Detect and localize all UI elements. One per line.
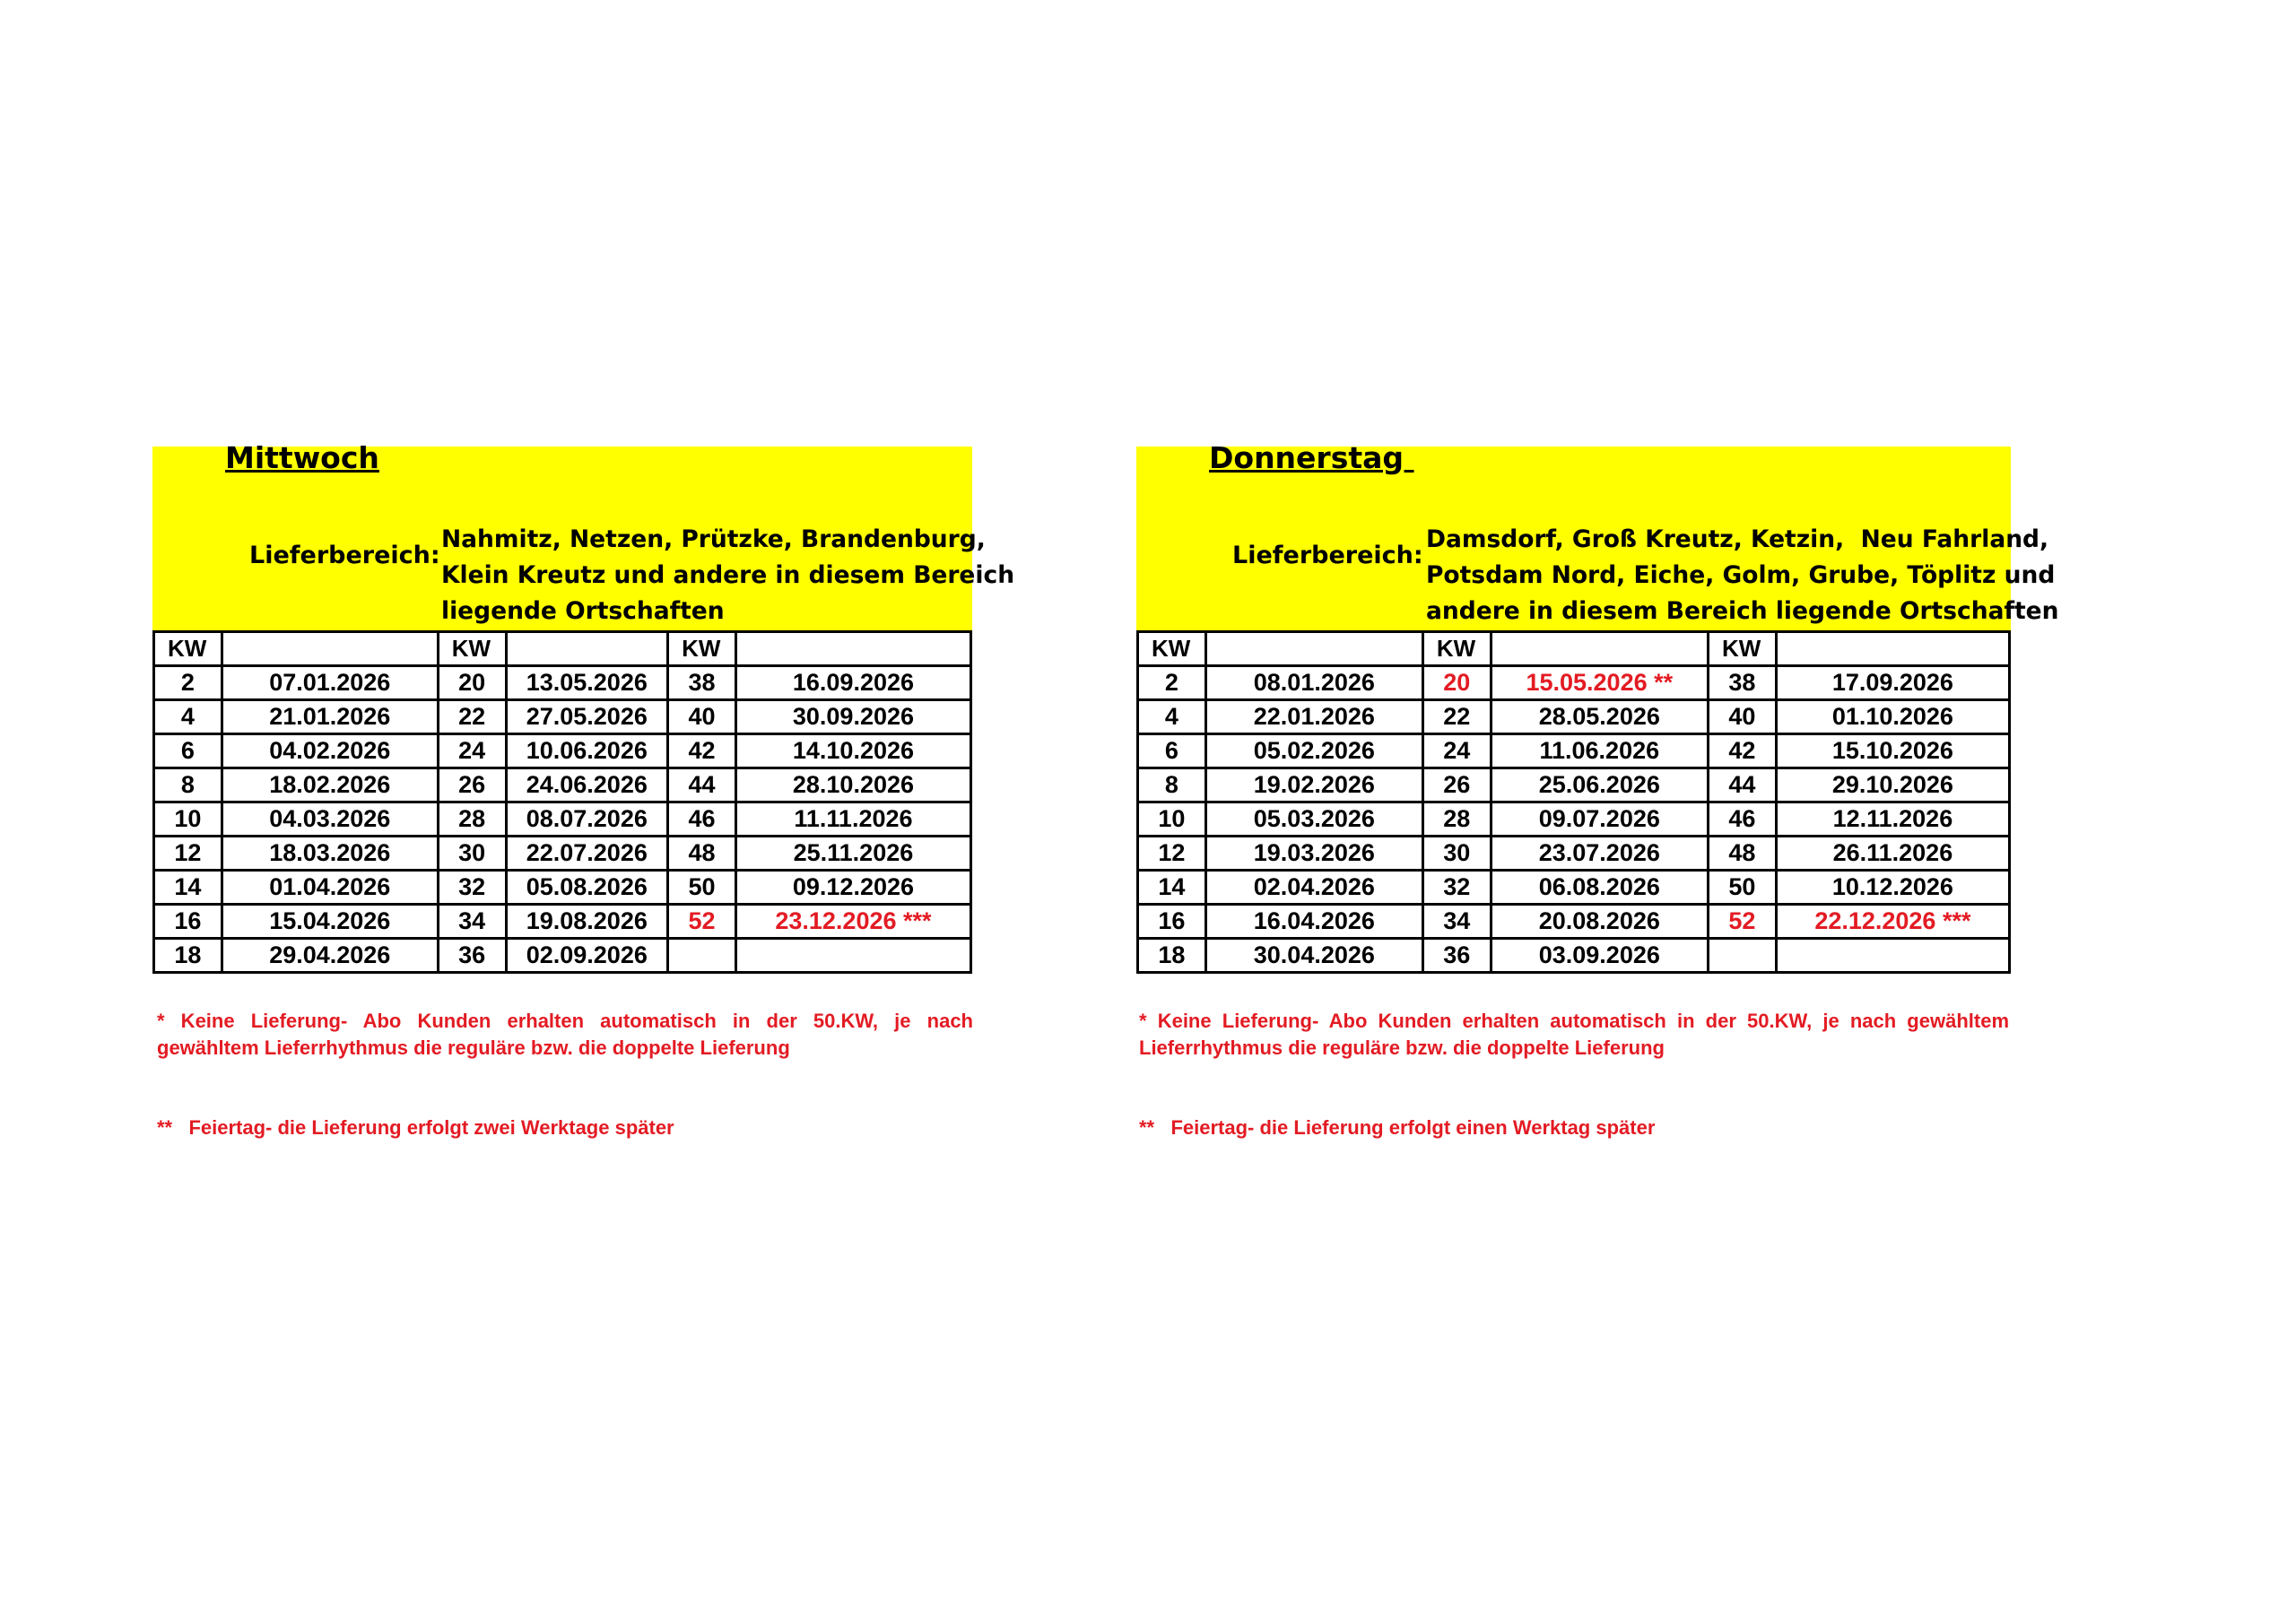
date-cell: 01.10.2026 bbox=[1776, 700, 2009, 734]
schedule-table bbox=[1136, 630, 2011, 974]
date-cell: 26.11.2026 bbox=[1776, 837, 2009, 871]
table-row bbox=[1138, 871, 2010, 905]
kw-cell: 24 bbox=[1422, 734, 1491, 768]
kw-cell: 12 bbox=[154, 837, 222, 871]
area-text bbox=[441, 522, 1014, 629]
schedule-block-thursday bbox=[1136, 440, 2059, 974]
date-cell: 25.11.2026 bbox=[735, 837, 970, 871]
date-cell: 18.03.2026 bbox=[222, 837, 438, 871]
kw-header: KW bbox=[1708, 632, 1776, 666]
table-row bbox=[1138, 666, 2010, 700]
date-cell: 25.06.2026 bbox=[1491, 768, 1708, 802]
area-line: Damsdorf, Groß Kreutz, Ketzin, Neu Fahrland, bbox=[1426, 525, 2049, 553]
table-row bbox=[1138, 837, 2010, 871]
table-row bbox=[154, 905, 971, 939]
kw-cell bbox=[1708, 939, 1776, 973]
kw-cell: 6 bbox=[154, 734, 222, 768]
kw-header: KW bbox=[1422, 632, 1491, 666]
kw-cell: 10 bbox=[154, 802, 222, 837]
date-cell: 04.02.2026 bbox=[222, 734, 438, 768]
kw-cell: 26 bbox=[438, 768, 506, 802]
kw-cell: 8 bbox=[154, 768, 222, 802]
day-title: Mittwoch bbox=[225, 440, 379, 475]
date-cell: 23.07.2026 bbox=[1491, 837, 1708, 871]
date-cell: 29.04.2026 bbox=[222, 939, 438, 973]
table-row bbox=[1138, 939, 2010, 973]
kw-cell: 40 bbox=[1708, 700, 1776, 734]
date-cell: 24.06.2026 bbox=[506, 768, 668, 802]
kw-cell: 20 bbox=[438, 666, 506, 700]
date-cell: 19.02.2026 bbox=[1205, 768, 1422, 802]
table-row bbox=[1138, 802, 2010, 837]
area-line: andere in diesem Bereich liegende Ortschaften bbox=[1426, 597, 2059, 625]
kw-cell: 16 bbox=[1138, 905, 1206, 939]
kw-cell: 42 bbox=[668, 734, 736, 768]
kw-cell: 32 bbox=[438, 871, 506, 905]
area-label: Lieferbereich: bbox=[249, 542, 440, 569]
kw-header: KW bbox=[154, 632, 222, 666]
kw-cell: 14 bbox=[1138, 871, 1206, 905]
kw-cell: 42 bbox=[1708, 734, 1776, 768]
area-line: Potsdam Nord, Eiche, Golm, Grube, Töplitz und bbox=[1426, 561, 2056, 589]
date-cell: 29.10.2026 bbox=[1776, 768, 2009, 802]
kw-cell: 4 bbox=[154, 700, 222, 734]
kw-cell: 52 bbox=[668, 905, 736, 939]
date-cell bbox=[1776, 939, 2009, 973]
kw-header: KW bbox=[1138, 632, 1206, 666]
footnote-no-delivery-cont: Lieferrhythmus die reguläre bzw. die doppelte Lieferung bbox=[1139, 1037, 1665, 1059]
kw-cell: 22 bbox=[438, 700, 506, 734]
kw-cell: 2 bbox=[154, 666, 222, 700]
date-cell bbox=[735, 939, 970, 973]
kw-cell: 34 bbox=[438, 905, 506, 939]
schedule-block-wednesday bbox=[152, 440, 1015, 974]
table-row bbox=[1138, 768, 2010, 802]
date-cell: 08.01.2026 bbox=[1205, 666, 1422, 700]
table-row bbox=[1138, 734, 2010, 768]
kw-cell: 36 bbox=[1422, 939, 1491, 973]
date-cell: 15.04.2026 bbox=[222, 905, 438, 939]
date-cell: 06.08.2026 bbox=[1491, 871, 1708, 905]
table-row bbox=[154, 768, 971, 802]
date-header bbox=[222, 632, 438, 666]
date-cell: 20.08.2026 bbox=[1491, 905, 1708, 939]
date-cell: 21.01.2026 bbox=[222, 700, 438, 734]
footnote-holiday: ** Feiertag- die Lieferung erfolgt einen Werktag später bbox=[1139, 1116, 1656, 1139]
date-cell: 05.03.2026 bbox=[1205, 802, 1422, 837]
kw-cell: 30 bbox=[438, 837, 506, 871]
table-header-row bbox=[1138, 632, 2010, 666]
date-header bbox=[1776, 632, 2009, 666]
kw-cell: 18 bbox=[1138, 939, 1206, 973]
date-cell: 15.05.2026 ** bbox=[1491, 666, 1708, 700]
yellow-header bbox=[1136, 440, 2059, 630]
date-cell: 17.09.2026 bbox=[1776, 666, 2009, 700]
date-cell: 13.05.2026 bbox=[506, 666, 668, 700]
kw-cell: 44 bbox=[1708, 768, 1776, 802]
kw-cell: 16 bbox=[154, 905, 222, 939]
kw-cell: 46 bbox=[668, 802, 736, 837]
kw-cell: 26 bbox=[1422, 768, 1491, 802]
date-cell: 09.07.2026 bbox=[1491, 802, 1708, 837]
day-title: Donnerstag bbox=[1209, 440, 1414, 475]
kw-cell: 10 bbox=[1138, 802, 1206, 837]
date-cell: 22.12.2026 *** bbox=[1776, 905, 2009, 939]
kw-cell: 28 bbox=[438, 802, 506, 837]
kw-cell: 52 bbox=[1708, 905, 1776, 939]
kw-cell bbox=[668, 939, 736, 973]
table-row bbox=[1138, 700, 2010, 734]
kw-cell: 46 bbox=[1708, 802, 1776, 837]
date-cell: 10.06.2026 bbox=[506, 734, 668, 768]
kw-cell: 50 bbox=[668, 871, 736, 905]
date-cell: 07.01.2026 bbox=[222, 666, 438, 700]
date-header bbox=[1205, 632, 1422, 666]
kw-cell: 32 bbox=[1422, 871, 1491, 905]
date-cell: 11.11.2026 bbox=[735, 802, 970, 837]
footnote-holiday: ** Feiertag- die Lieferung erfolgt zwei Werktage später bbox=[157, 1116, 674, 1139]
table-header-row bbox=[154, 632, 971, 666]
footnote-no-delivery: * Keine Lieferung- Abo Kunden erhalten automatisch in der 50.KW, je nach gewähltem bbox=[1139, 1010, 2009, 1032]
date-cell: 02.04.2026 bbox=[1205, 871, 1422, 905]
yellow-header bbox=[152, 440, 1015, 630]
date-header bbox=[1491, 632, 1708, 666]
kw-cell: 48 bbox=[1708, 837, 1776, 871]
kw-cell: 36 bbox=[438, 939, 506, 973]
kw-cell: 48 bbox=[668, 837, 736, 871]
kw-cell: 40 bbox=[668, 700, 736, 734]
table-row bbox=[154, 666, 971, 700]
footnote-no-delivery: * Keine Lieferung- Abo Kunden erhalten automatisch in der 50.KW, je nach bbox=[157, 1010, 973, 1032]
kw-cell: 8 bbox=[1138, 768, 1206, 802]
date-cell: 28.10.2026 bbox=[735, 768, 970, 802]
date-cell: 05.02.2026 bbox=[1205, 734, 1422, 768]
date-header bbox=[506, 632, 668, 666]
date-cell: 01.04.2026 bbox=[222, 871, 438, 905]
date-cell: 18.02.2026 bbox=[222, 768, 438, 802]
kw-cell: 24 bbox=[438, 734, 506, 768]
date-cell: 09.12.2026 bbox=[735, 871, 970, 905]
kw-cell: 4 bbox=[1138, 700, 1206, 734]
kw-cell: 50 bbox=[1708, 871, 1776, 905]
area-text bbox=[1426, 522, 2059, 629]
date-cell: 15.10.2026 bbox=[1776, 734, 2009, 768]
date-cell: 27.05.2026 bbox=[506, 700, 668, 734]
table-row bbox=[154, 837, 971, 871]
kw-header: KW bbox=[438, 632, 506, 666]
date-cell: 04.03.2026 bbox=[222, 802, 438, 837]
date-cell: 05.08.2026 bbox=[506, 871, 668, 905]
date-cell: 22.01.2026 bbox=[1205, 700, 1422, 734]
date-cell: 19.08.2026 bbox=[506, 905, 668, 939]
kw-cell: 14 bbox=[154, 871, 222, 905]
kw-cell: 34 bbox=[1422, 905, 1491, 939]
date-cell: 14.10.2026 bbox=[735, 734, 970, 768]
date-cell: 12.11.2026 bbox=[1776, 802, 2009, 837]
kw-cell: 30 bbox=[1422, 837, 1491, 871]
area-line: Nahmitz, Netzen, Prützke, Brandenburg, bbox=[441, 525, 986, 553]
date-cell: 02.09.2026 bbox=[506, 939, 668, 973]
date-cell: 08.07.2026 bbox=[506, 802, 668, 837]
date-cell: 16.04.2026 bbox=[1205, 905, 1422, 939]
kw-cell: 2 bbox=[1138, 666, 1206, 700]
footnote-no-delivery-cont: gewähltem Lieferrhythmus die reguläre bzw. die doppelte Lieferung bbox=[157, 1037, 790, 1059]
date-cell: 16.09.2026 bbox=[735, 666, 970, 700]
kw-cell: 28 bbox=[1422, 802, 1491, 837]
date-cell: 30.09.2026 bbox=[735, 700, 970, 734]
table-row bbox=[154, 734, 971, 768]
schedule-table bbox=[152, 630, 972, 974]
area-line: Klein Kreutz und andere in diesem Bereich bbox=[441, 561, 1015, 589]
date-cell: 10.12.2026 bbox=[1776, 871, 2009, 905]
kw-cell: 44 bbox=[668, 768, 736, 802]
date-cell: 28.05.2026 bbox=[1491, 700, 1708, 734]
date-cell: 23.12.2026 *** bbox=[735, 905, 970, 939]
date-cell: 22.07.2026 bbox=[506, 837, 668, 871]
date-cell: 03.09.2026 bbox=[1491, 939, 1708, 973]
kw-cell: 38 bbox=[668, 666, 736, 700]
kw-header: KW bbox=[668, 632, 736, 666]
date-cell: 11.06.2026 bbox=[1491, 734, 1708, 768]
kw-cell: 38 bbox=[1708, 666, 1776, 700]
table-row bbox=[154, 939, 971, 973]
kw-cell: 18 bbox=[154, 939, 222, 973]
kw-cell: 12 bbox=[1138, 837, 1206, 871]
table-row bbox=[154, 802, 971, 837]
table-row bbox=[1138, 905, 2010, 939]
table-row bbox=[154, 700, 971, 734]
area-line: liegende Ortschaften bbox=[441, 597, 725, 625]
kw-cell: 20 bbox=[1422, 666, 1491, 700]
table-row bbox=[154, 871, 971, 905]
date-cell: 30.04.2026 bbox=[1205, 939, 1422, 973]
date-header bbox=[735, 632, 970, 666]
kw-cell: 6 bbox=[1138, 734, 1206, 768]
area-label: Lieferbereich: bbox=[1232, 542, 1423, 569]
kw-cell: 22 bbox=[1422, 700, 1491, 734]
date-cell: 19.03.2026 bbox=[1205, 837, 1422, 871]
